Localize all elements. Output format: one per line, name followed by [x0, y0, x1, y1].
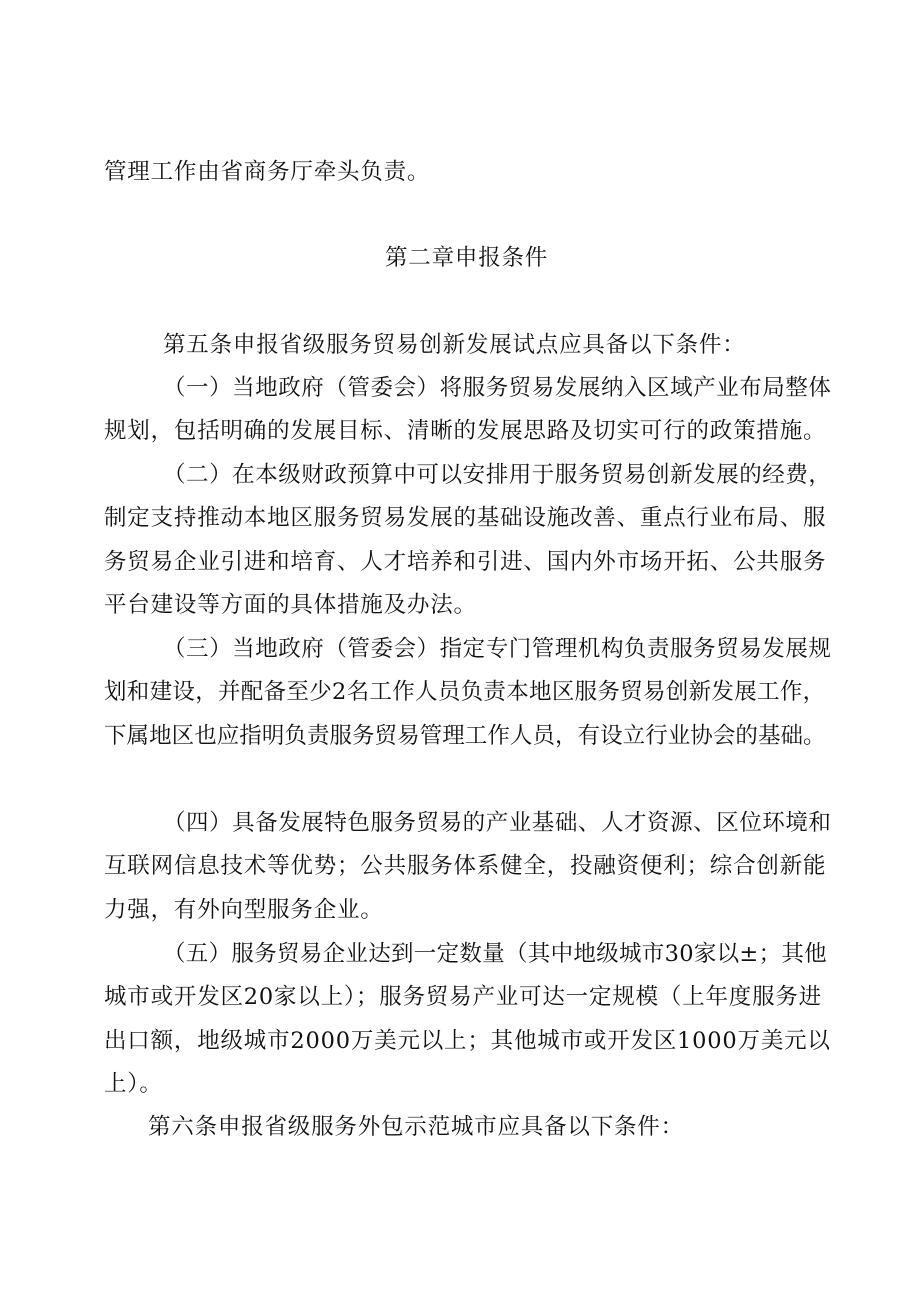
- item-4-line-3: 力强，有外向型服务企业。: [104, 897, 384, 923]
- item-2-line-3: 务贸易企业引进和培育、人才培养和引进、国内外市场开拓、公共服务: [104, 549, 827, 575]
- item-3-line-2: 划和建设，并配备至少2名工作人员负责本地区服务贸易创新发展工作，: [104, 679, 826, 705]
- item-5-line-1: （五）服务贸易企业达到一定数量（其中地级城市30家以±；其他: [163, 941, 827, 967]
- item-5-line-4: 上）。: [104, 1071, 163, 1097]
- item-3-line-3: 下属地区也应指明负责服务贸易管理工作人员，有设立行业协会的基础。: [104, 723, 826, 749]
- article-5-heading: 第五条申报省级服务贸易创新发展试点应具备以下条件：: [163, 332, 746, 358]
- item-2-line-2: 制定支持推动本地区服务贸易发展的基础设施改善、重点行业布局、服: [104, 505, 827, 531]
- paragraph-continuation: 管理工作由省商务厅牵头负责。: [104, 159, 431, 185]
- item-4-line-2: 互联网信息技术等优势；公共服务体系健全，投融资便利；综合创新能: [104, 853, 827, 879]
- item-2-line-4: 平台建设等方面的具体措施及办法。: [104, 592, 477, 618]
- chapter-heading: 第二章申报条件: [385, 245, 549, 271]
- item-4-line-1: （四）具备发展特色服务贸易的产业基础、人才资源、区位环境和: [163, 810, 832, 836]
- item-1-line-1: （一）当地政府（管委会）将服务贸易发展纳入区域产业布局整体: [163, 375, 832, 401]
- article-6-heading: 第六条申报省级服务外包示范城市应具备以下条件：: [148, 1114, 684, 1140]
- item-5-line-3: 出口额，地级城市2000万美元以上；其他城市或开发区1000万美元以: [104, 1028, 831, 1054]
- item-5-line-2: 城市或开发区20家以上）；服务贸易产业可达一定规模（上年度服务进: [104, 984, 822, 1010]
- item-2-line-1: （二）在本级财政预算中可以安排用于服务贸易创新发展的经费，: [163, 462, 832, 488]
- item-1-line-2: 规划，包括明确的发展目标、清晰的发展思路及切实可行的政策措施。: [104, 418, 827, 444]
- item-3-line-1: （三）当地政府（管委会）指定专门管理机构负责服务贸易发展规: [163, 636, 832, 662]
